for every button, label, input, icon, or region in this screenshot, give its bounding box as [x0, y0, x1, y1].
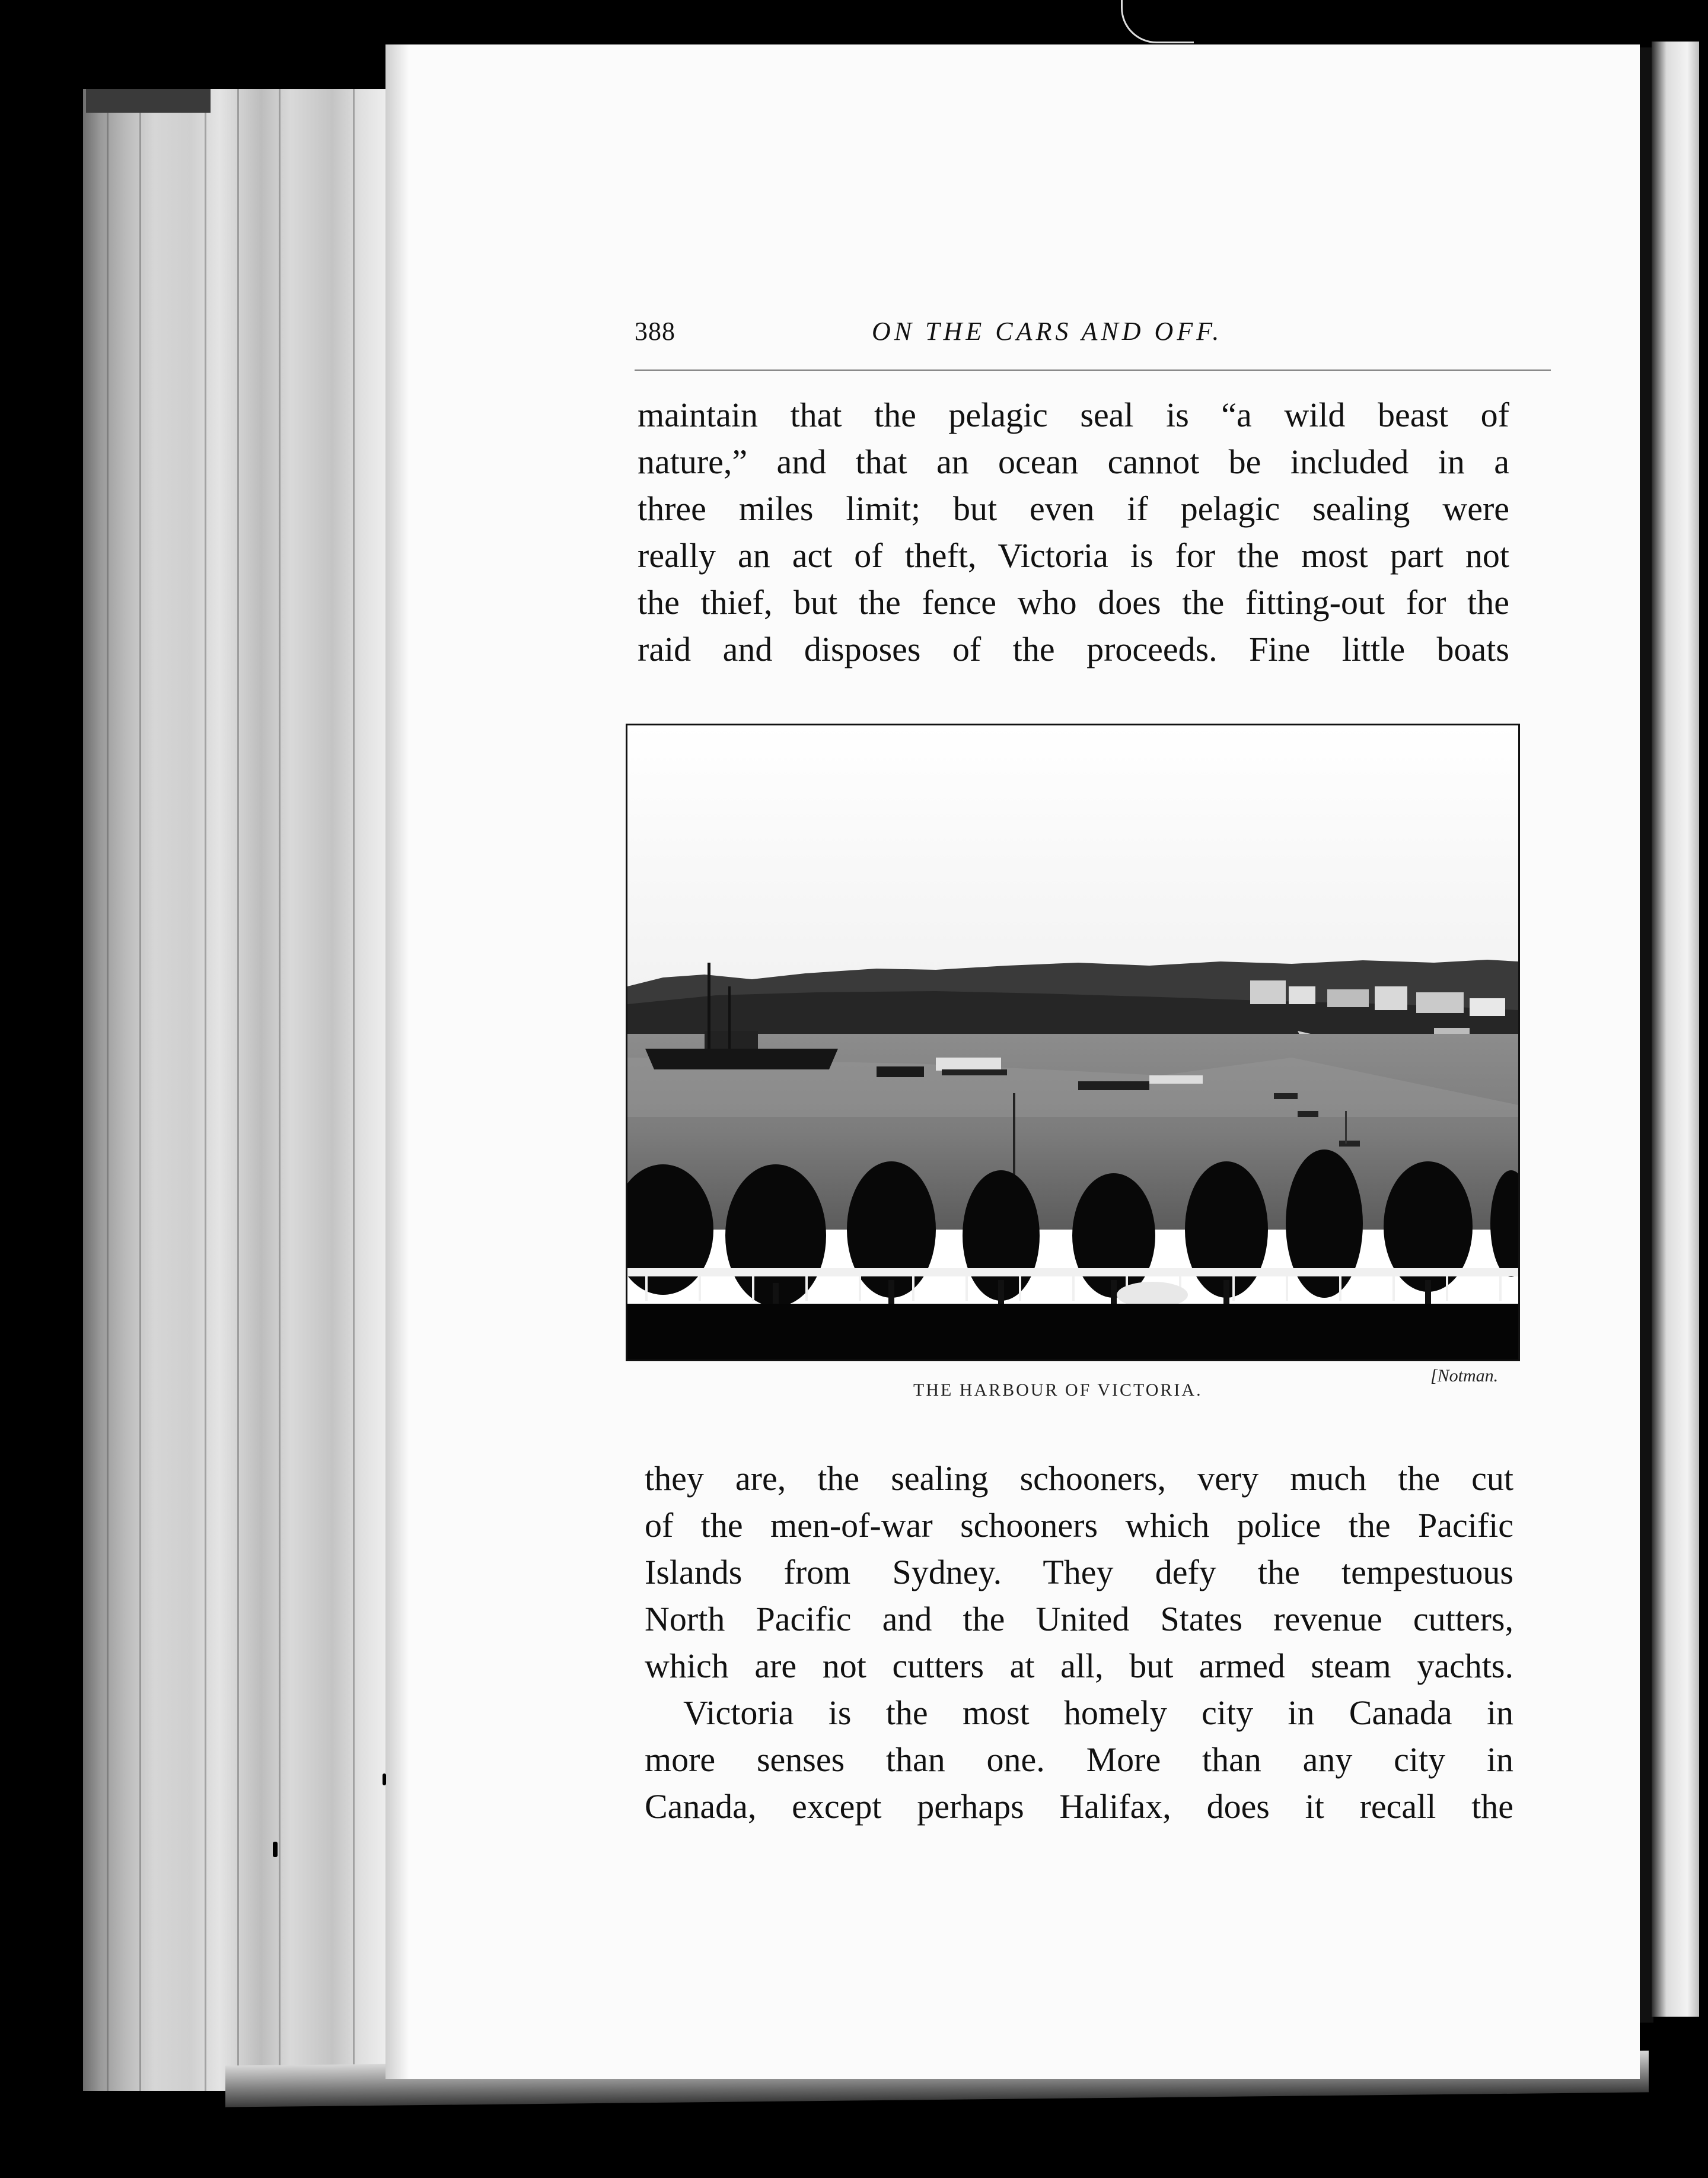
text-line: nature,” and that an ocean cannot be included in a — [638, 442, 1509, 481]
text-line: really an act of theft, Victoria is for the most part not — [638, 536, 1509, 575]
scan-artifact — [1121, 0, 1194, 43]
facing-page-edge — [1652, 42, 1699, 2017]
book-page-edges — [83, 89, 391, 2091]
page-number: 388 — [635, 317, 675, 346]
running-title: ON THE CARS AND OFF. — [872, 317, 1223, 346]
book-cover-edge — [86, 89, 211, 113]
text-line: Victoria is the most homely city in Canada in — [683, 1693, 1513, 1732]
text-line: of the men-of-war schooners which police the Pacific — [645, 1506, 1513, 1545]
text-line: North Pacific and the United States revenue cutters, — [645, 1600, 1513, 1638]
scan-mark — [273, 1842, 278, 1857]
text-line: more senses than one. More than any city in — [645, 1740, 1513, 1779]
body-text-bottom — [645, 1455, 1513, 1830]
book-page — [385, 44, 1640, 2079]
text-line: Canada, except perhaps Halifax, does it recall the — [645, 1787, 1513, 1826]
gutter-shadow — [385, 44, 409, 2079]
body-text-top — [638, 391, 1509, 673]
text-line: Islands from Sydney. They defy the tempestuous — [645, 1553, 1513, 1591]
header-rule — [635, 370, 1551, 371]
photo-credit: [Notman. — [1430, 1366, 1499, 1386]
text-line: raid and disposes of the proceeds. Fine little boats — [638, 630, 1509, 668]
text-line: the thief, but the fence who does the fitting-out for the — [638, 583, 1509, 622]
harbour-photograph — [626, 724, 1520, 1361]
text-line: maintain that the pelagic seal is “a wild beast of — [638, 396, 1509, 434]
scan-mark — [649, 2135, 654, 2142]
text-line: which are not cutters at all, but armed steam yachts. — [645, 1647, 1513, 1685]
figure-caption: THE HARBOUR OF VICTORIA. — [913, 1380, 1203, 1400]
text-line: they are, the sealing schooners, very much the cut — [645, 1459, 1513, 1498]
text-line: three miles limit; but even if pelagic sealing were — [638, 489, 1509, 528]
scan-mark — [383, 1773, 386, 1785]
